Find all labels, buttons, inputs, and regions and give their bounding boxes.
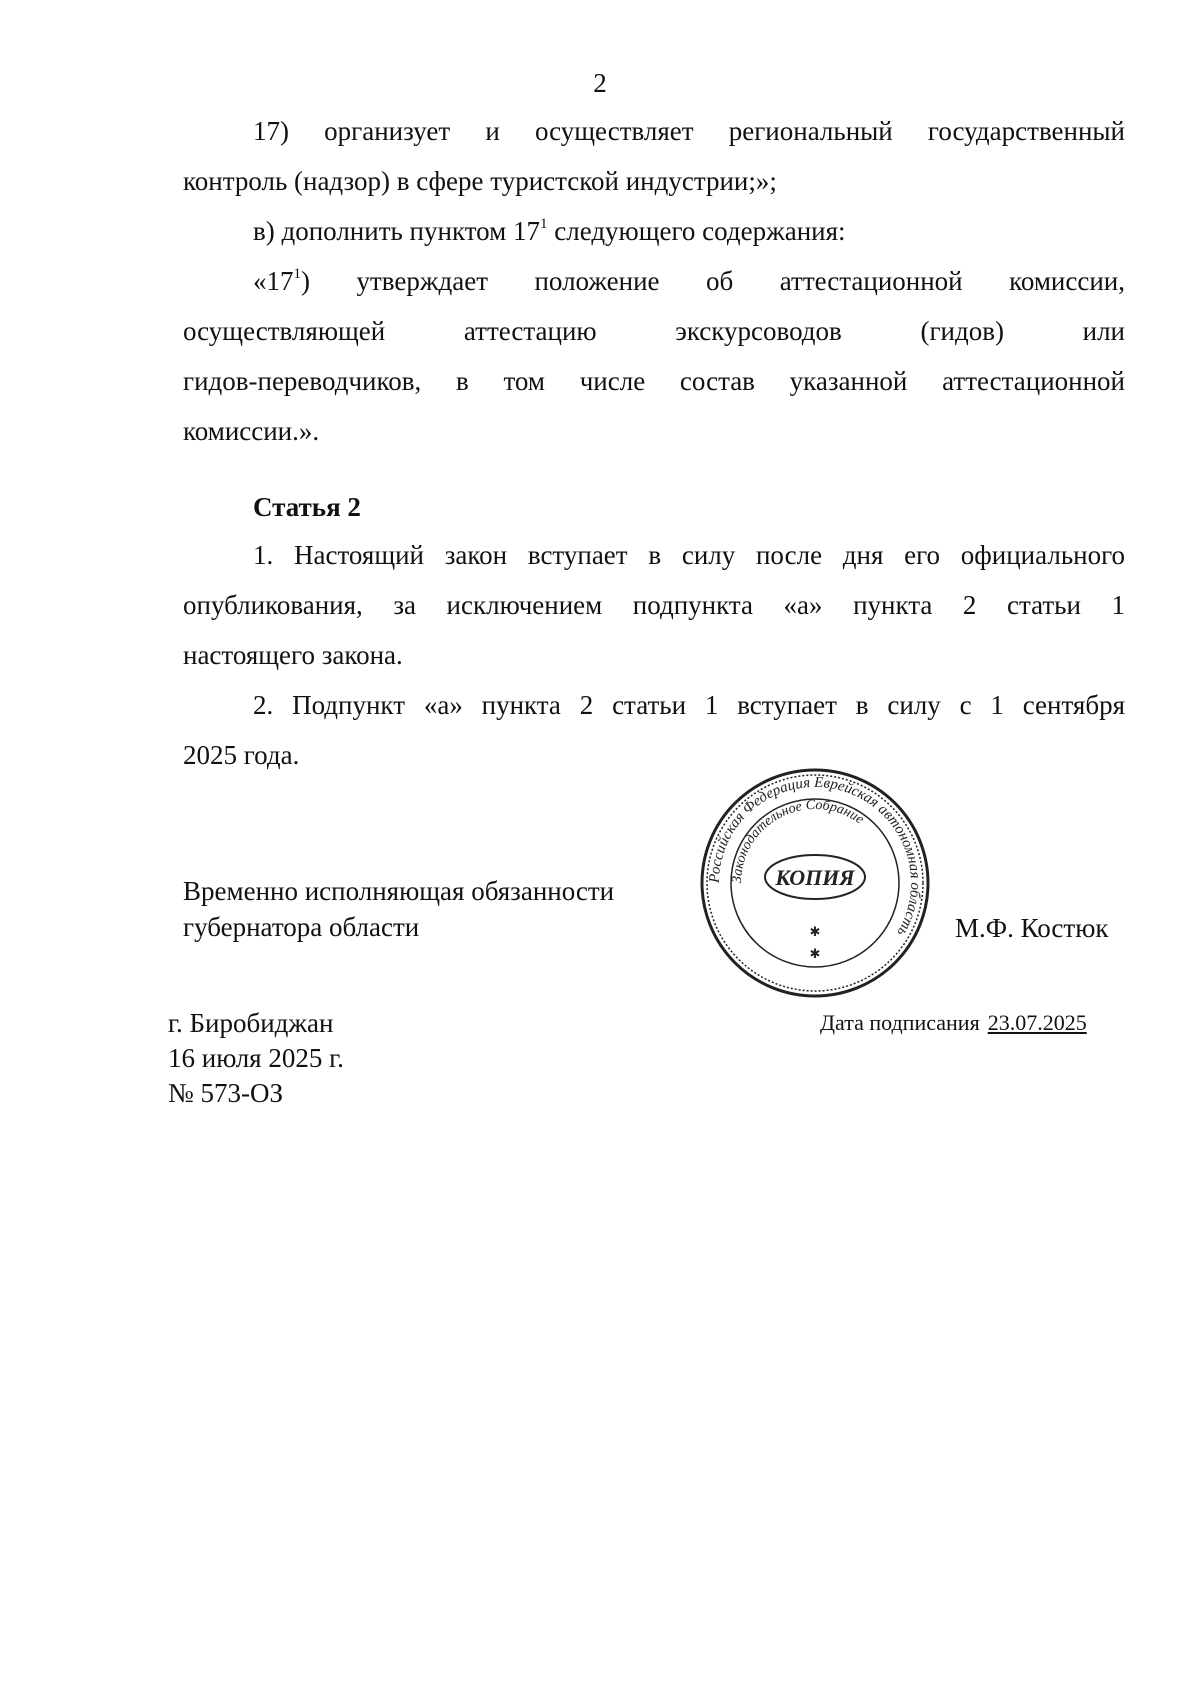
paragraph-171-line3: гидов-переводчиков, в том числе состав указанной аттестационной bbox=[183, 366, 1125, 396]
stamp-star-icon: ✱ bbox=[809, 925, 821, 940]
stamp-outer-text: Российская Федерация Еврейская автономная область bbox=[706, 774, 924, 939]
footer-law-number: № 573-ОЗ bbox=[168, 1078, 284, 1108]
paragraph-b bbox=[183, 206, 1125, 256]
signer-name: М.Ф. Костюк bbox=[955, 913, 1109, 943]
article2-item1-line3: настоящего закона. bbox=[183, 640, 403, 670]
page-number: 2 bbox=[593, 68, 607, 98]
article2-item1-line1: 1. Настоящий закон вступает в силу после дня его официального bbox=[253, 540, 1125, 570]
footer-place-date bbox=[168, 1006, 344, 1111]
signer-position-line2: губернатора области bbox=[183, 912, 420, 942]
paragraph-171-line4: комиссии.». bbox=[183, 416, 320, 446]
paragraph-171-text: ) утверждает положение об аттестационной комиссии, bbox=[301, 266, 1125, 296]
stamp-star-icon: ✱ bbox=[809, 947, 821, 962]
signer-position bbox=[183, 873, 663, 945]
official-stamp bbox=[697, 765, 933, 1001]
article2-item2-line2: 2025 года. bbox=[183, 740, 300, 770]
article1-body bbox=[183, 106, 1125, 456]
article2-item1-line2: опубликования, за исключением подпункта «а» пункта 2 статьи 1 bbox=[183, 590, 1125, 620]
stamp-inner-text: Законодательное Собрание bbox=[729, 797, 867, 884]
paragraph-b-superscript: 1 bbox=[539, 216, 548, 232]
signer-position-line1: Временно исполняющая обязанности bbox=[183, 876, 615, 906]
paragraph-171-superscript: 1 bbox=[293, 266, 301, 282]
signing-date-label: Дата подписания bbox=[820, 1010, 980, 1035]
paragraph-17-line2: контроль (надзор) в сфере туристской индустрии;»; bbox=[183, 166, 777, 196]
article2-body bbox=[183, 530, 1125, 780]
footer-date: 16 июля 2025 г. bbox=[168, 1043, 344, 1073]
signing-date-value: 23.07.2025 bbox=[987, 1010, 1087, 1035]
article2-item2-line1: 2. Подпункт «а» пункта 2 статьи 1 вступает в силу с 1 сентября bbox=[253, 690, 1125, 720]
stamp-center-text: КОПИЯ bbox=[775, 865, 855, 890]
footer-city: г. Биробиджан bbox=[168, 1008, 334, 1038]
paragraph-b-prefix: в) дополнить пунктом 17 bbox=[253, 216, 540, 246]
paragraph-b-suffix: следующего содержания: bbox=[547, 216, 846, 246]
paragraph-17-line1: 17) организует и осуществляет региональный государственный bbox=[253, 116, 1125, 146]
signing-date bbox=[820, 1008, 1087, 1038]
paragraph-171-line2: осуществляющей аттестацию экскурсоводов (гидов) или bbox=[183, 316, 1125, 346]
paragraph-171-open: «17 bbox=[253, 266, 294, 296]
article2-heading: Статья 2 bbox=[253, 492, 361, 522]
paragraph-171-line1 bbox=[183, 256, 1125, 306]
